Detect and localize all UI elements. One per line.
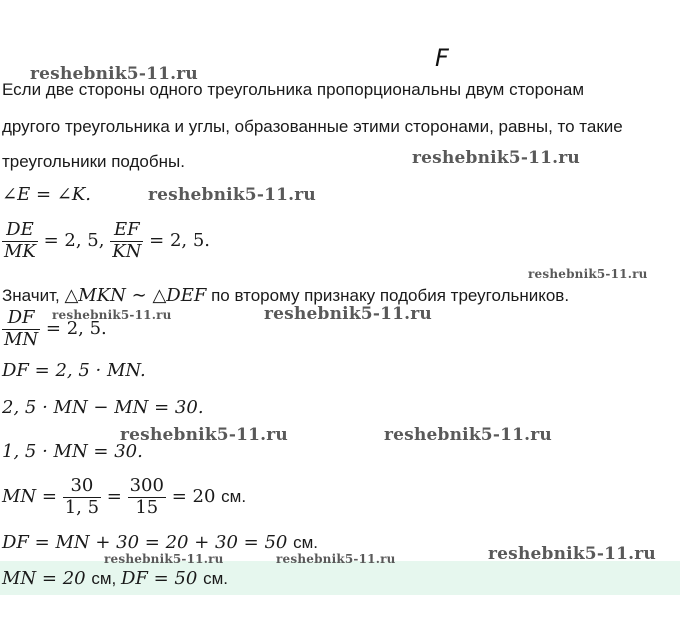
df-sum: DF = MN + 30 = 20 + 30 = 50 см. xyxy=(2,532,318,553)
watermark: reshebnik5-11.ru xyxy=(384,425,552,445)
final-answer: MN = 20 см, DF = 50 см. xyxy=(2,568,228,589)
figure-vertex-label: F xyxy=(435,44,449,72)
mn-computation: MN = $\frac{30}{1, 5}$ = $\frac{300}{15}$ = 20 см. xyxy=(2,475,247,518)
fraction-300-15: $\frac{300}{15}$ xyxy=(129,475,164,518)
watermark: reshebnik5-11.ru xyxy=(488,544,656,564)
watermark: reshebnik5-11.ru xyxy=(264,304,432,324)
theorem-line-3: треугольники подобны. xyxy=(2,152,185,171)
fraction-ef-kn: $\frac{EF}{KN}$ xyxy=(112,219,142,262)
watermark: reshebnik5-11.ru xyxy=(120,425,288,445)
fraction-df-mn: $\frac{DF}{MN}$ xyxy=(4,307,39,350)
fraction-30-1-5: $\frac{30}{1, 5}$ xyxy=(64,475,100,518)
watermark: reshebnik5-11.ru xyxy=(412,148,580,168)
step-difference: 2, 5 · MN − MN = 30. xyxy=(2,397,204,418)
watermark: reshebnik5-11.ru xyxy=(148,185,316,205)
watermark: reshebnik5-11.ru xyxy=(528,267,648,281)
theorem-line-2: другого треугольника и углы, образованные этими сторонами, равны, то такие xyxy=(2,117,623,136)
similarity-conclusion: Значит, △MKN ∼ △DEF по второму признаку подобия треугольников. xyxy=(2,285,570,306)
watermark: reshebnik5-11.ru xyxy=(52,308,172,322)
angle-equality: ∠E = ∠K. xyxy=(2,184,91,205)
watermark: reshebnik5-11.ru xyxy=(104,552,224,566)
step-multiply: 1, 5 · MN = 30. xyxy=(2,441,143,462)
step-df-expression: DF = 2, 5 · MN. xyxy=(2,360,146,381)
watermark: reshebnik5-11.ru xyxy=(276,552,396,566)
watermark: reshebnik5-11.ru xyxy=(30,64,198,84)
ratios-row: $\frac{DE}{MK}$ = 2, 5, $\frac{EF}{KN}$ = 2, 5. xyxy=(4,219,211,262)
theorem-line-1: Если две стороны одного треугольника пропорциональны двум сторонам xyxy=(2,80,585,99)
ratio-df-mn: $\frac{DF}{MN}$ = 2, 5. xyxy=(4,307,107,350)
fraction-de-mk: $\frac{DE}{MK}$ xyxy=(4,219,36,262)
